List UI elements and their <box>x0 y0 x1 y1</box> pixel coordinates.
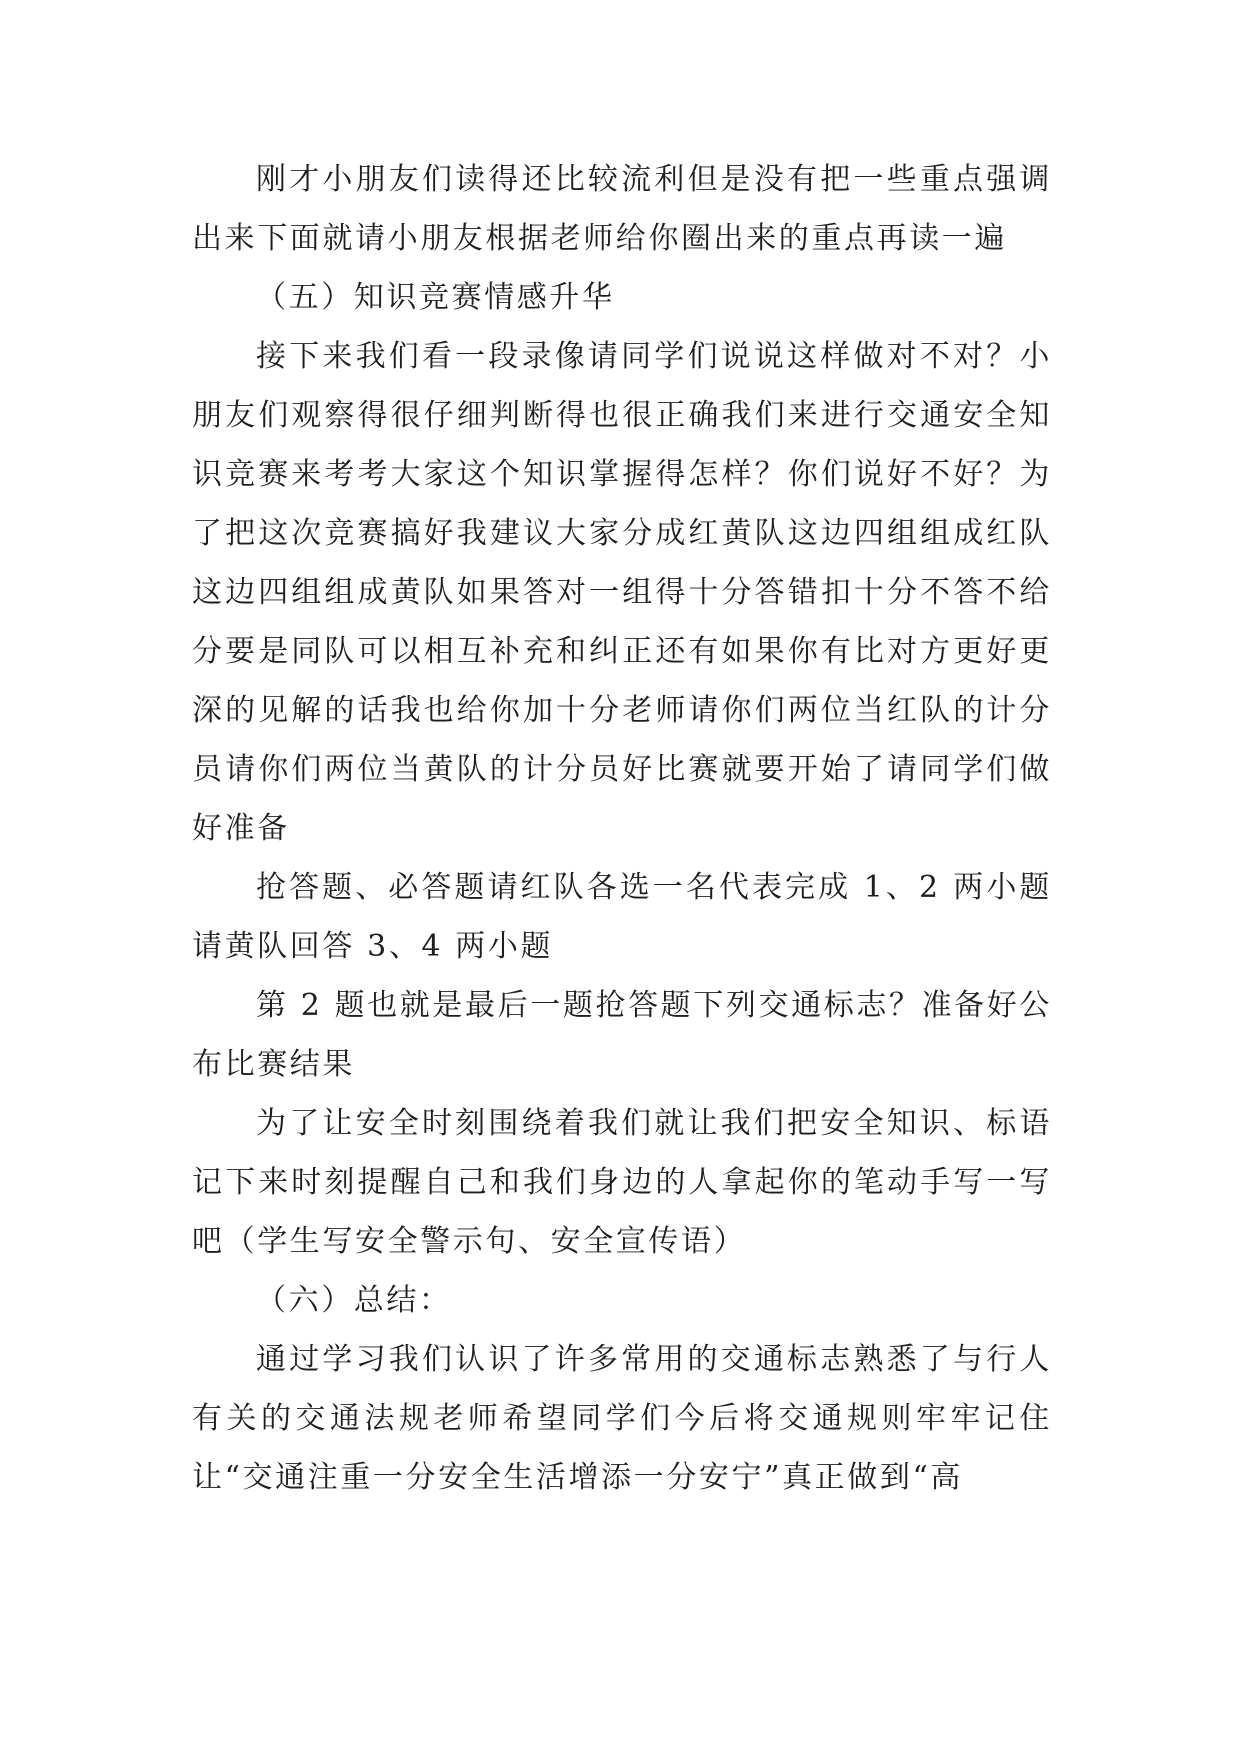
section-heading-summary: （六）总结： <box>256 1283 452 1318</box>
paragraph-reading-instruction: 刚才小朋友们读得还比较流利但是没有把一些重点强调出来下面就请小朋友根据老师给你圈出来的重点再读一遍 <box>192 162 1052 256</box>
document-page <box>192 150 1052 1507</box>
paragraph-summary: 通过学习我们认识了许多常用的交通标志熟悉了与行人有关的交通法规老师希望同学们今后将交通规则牢牢记住让“交通注重一分安全生活增添一分安宁”真正做到“高 <box>192 1342 1052 1495</box>
paragraph-contest-rules: 接下来我们看一段录像请同学们说说这样做对不对？小朋友们观察得很仔细判断得也很正确我们来进行交通安全知识竞赛来考考大家这个知识掌握得怎样？你们说好不好？为了把这次竞赛搞好我建议大家分成红黄队这边四组组成红队这边四组组成黄队如果答对一组得十分答错扣十分不答不给分要是同队可以相互补充和纠正还有如果你有比对方更好更深的见解的话我也给你加十分老师请你们两位当红队的计分员请你们两位当黄队的计分员好比赛就要开始了请同学们做好准备 <box>192 339 1052 846</box>
paragraph-write-slogans: 为了让安全时刻围绕着我们就让我们把安全知识、标语记下来时刻提醒自己和我们身边的人拿起你的笔动手写一写吧（学生写安全警示句、安全宣传语） <box>192 1106 1052 1259</box>
paragraph-quick-answer-questions: 抢答题、必答题请红队各选一名代表完成 1、2 两小题请黄队回答 3、4 两小题 <box>192 870 1052 964</box>
section-heading-knowledge-contest: （五）知识竞赛情感升华 <box>256 280 615 315</box>
paragraph-final-question: 第 2 题也就是最后一题抢答题下列交通标志？准备好公布比赛结果 <box>192 988 1052 1082</box>
